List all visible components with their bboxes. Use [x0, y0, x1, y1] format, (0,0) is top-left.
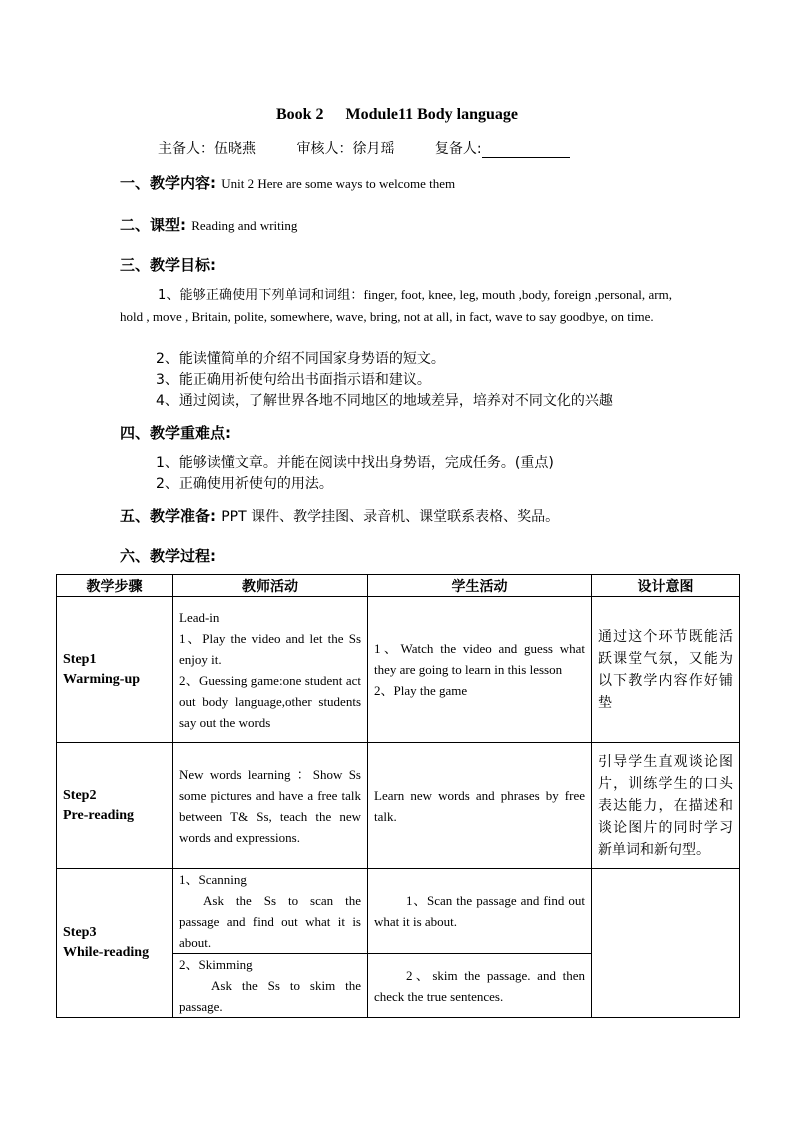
- step1-cell: [57, 597, 173, 743]
- step1-name: Step1: [63, 651, 97, 667]
- step3-intent: [592, 869, 740, 1018]
- table-row-step3a: [57, 869, 740, 954]
- header-teacher: 教师活动: [173, 575, 368, 597]
- step3-teacher-scanning: [173, 869, 368, 954]
- section-content: [120, 172, 455, 193]
- step3-skimming-title: 2、Skimming: [179, 957, 253, 972]
- section-type-label: 二、课型:: [120, 216, 186, 234]
- key-1: 1、能够读懂文章。并能在阅读中找出身势语，完成任务。(重点): [156, 455, 554, 471]
- table-header-row: [57, 575, 740, 597]
- step3-stage: While-reading: [63, 945, 150, 960]
- step1-intent: 通过这个环节既能活跃课堂气氛，又能为以下教学内容作好铺垫: [592, 597, 740, 743]
- step2-teacher: New words learning ：Show Ss some pictures and have a free talk between T& Ss, teach the new words and expressions.: [173, 743, 368, 869]
- key-2: 2、正确使用祈使句的用法。: [156, 476, 333, 492]
- step1-teacher-line: Lead-in: [179, 609, 220, 625]
- goal-1: [120, 284, 672, 327]
- reviewer: 审核人：徐月瑶: [296, 141, 395, 157]
- header-intent: 设计意图: [592, 575, 740, 597]
- section-prep-value: PPT 课件、教学挂图、录音机、课堂联系表格、奖品。: [221, 509, 560, 525]
- step1-student-line: 2、Play the game: [374, 683, 468, 698]
- step3-student-skim: [368, 954, 592, 1018]
- section-process: [120, 545, 216, 566]
- step2-stage: Pre-reading: [63, 807, 135, 823]
- step1-teacher-line: 2、Guessing game:one student act out body language,other students say out the words: [179, 672, 361, 730]
- step3-student-scan-text: 1、Scan the passage and find out what it is about.: [374, 893, 585, 929]
- step1-student-line: 1、Watch the video and guess what they are going to learn in this lesson: [374, 641, 585, 677]
- section-type: [120, 214, 297, 235]
- step1-teacher: [173, 597, 368, 743]
- step2-intent: 引导学生直观谈论图片，训练学生的口头表达能力，在描述和谈论图片的同时学习新单词和新句型。: [592, 743, 740, 869]
- step2-cell: [57, 743, 173, 869]
- step1-teacher-line: 1、Play the video and let the Ss enjoy it.: [179, 630, 361, 667]
- title-module: Module11 Body language: [345, 106, 519, 123]
- header-step: 教学步骤: [57, 575, 173, 597]
- step3-name: Step3: [63, 925, 97, 940]
- section-process-label: 六、教学过程:: [120, 547, 216, 565]
- step3-student-skim-text: 2、skim the passage. and then check the true sentences.: [374, 967, 585, 1004]
- step2-name: Step2: [63, 787, 97, 803]
- step3-scanning-text: Ask the Ss to scan the passage and find out what it is about.: [179, 893, 361, 950]
- preparer-line: [158, 138, 606, 158]
- goal-1-cn: 1、能够正确使用下列单词和词组：: [158, 288, 364, 303]
- goal-1-en: finger, foot, knee, leg, mouth ,body, foreign ,personal, arm, hold , move , Britain, polite, somewhere, wave, bring, not at all, in fact, wave to say goodbye, on time.: [120, 287, 672, 324]
- section-content-label: 一、教学内容:: [120, 174, 216, 192]
- preparer: 主备人：伍晓燕: [158, 141, 256, 157]
- step2-student: Learn new words and phrases by free talk.: [368, 743, 592, 869]
- section-type-value: Reading and writing: [191, 218, 298, 233]
- section-content-value: Unit 2 Here are some ways to welcome them: [221, 176, 456, 191]
- step3-teacher-skimming: [173, 954, 368, 1018]
- goal-2: 2、能读懂简单的介绍不同国家身势语的短文。: [156, 351, 445, 367]
- header-student: 学生活动: [368, 575, 592, 597]
- step3-scanning-title: 1、Scanning: [179, 872, 247, 887]
- step3-cell: [57, 869, 173, 1018]
- goal-4: 4、通过阅读，了解世界各地不同地区的地域差异，培养对不同文化的兴趣: [156, 393, 613, 409]
- section-prep: [120, 505, 559, 526]
- goal-3: 3、能正确用祈使句给出书面指示语和建议。: [156, 372, 431, 388]
- title-book: Book 2: [275, 106, 324, 123]
- document-title: [0, 106, 794, 124]
- step3-student-scan: [368, 869, 592, 954]
- section-goals-label: 三、教学目标:: [120, 256, 216, 274]
- lesson-table: [56, 574, 740, 1018]
- section-keypoints-label: 四、教学重难点:: [120, 424, 231, 442]
- step1-student: [368, 597, 592, 743]
- co-preparer-blank: [482, 143, 570, 158]
- co-preparer-label: 复备人:: [434, 141, 482, 157]
- step1-stage: Warming-up: [63, 671, 141, 687]
- table-row-step2: [57, 743, 740, 869]
- step3-skimming-text: Ask the Ss to skim the passage.: [179, 978, 361, 1014]
- section-prep-label: 五、教学准备:: [120, 507, 216, 525]
- section-goals: [120, 254, 216, 275]
- section-keypoints: [120, 422, 231, 443]
- table-row-step1: [57, 597, 740, 743]
